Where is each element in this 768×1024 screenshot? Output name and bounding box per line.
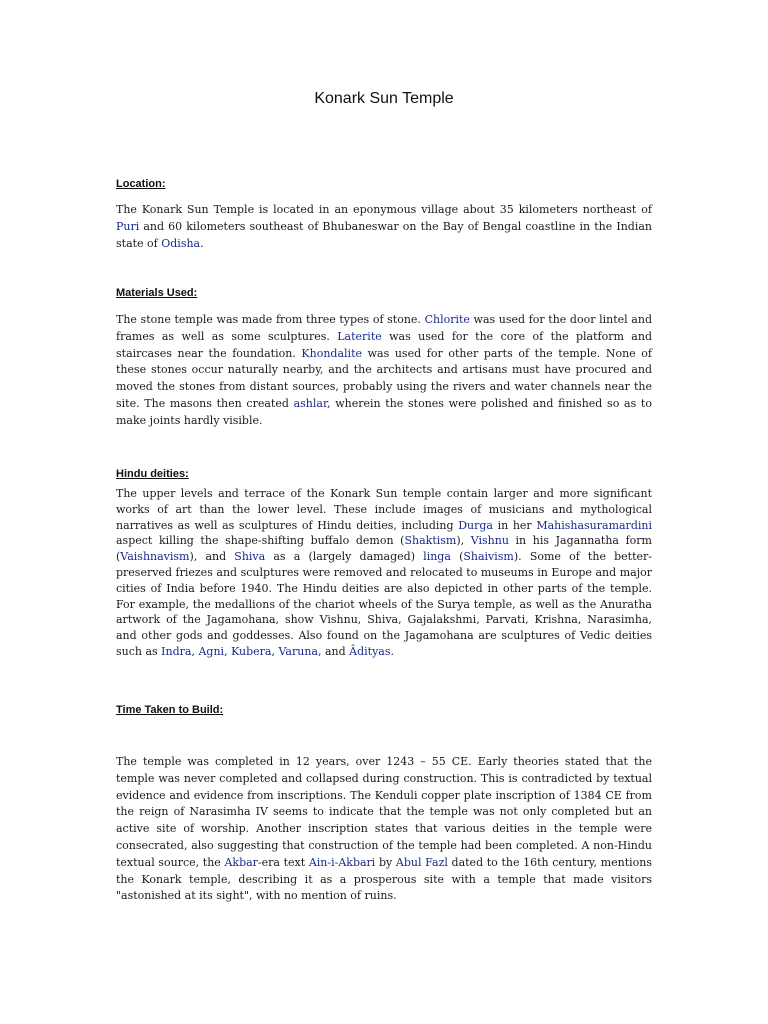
paragraph-text: , [271,644,279,658]
link-akbar[interactable]: Akbar [224,855,258,869]
link-kubera[interactable]: Kubera [231,644,272,658]
document-title: Konark Sun Temple [314,90,454,107]
paragraph-text: The Konark Sun Temple is located in an eponymous village about 35 kilometers northeast of [116,203,652,216]
link-ain-i-akbari[interactable]: Ain-i-Akbari [308,855,376,869]
link-ashlar[interactable]: ashlar [293,396,328,410]
paragraph-text: , [191,644,199,658]
paragraph-text: as a (largely damaged) [265,550,424,564]
paragraph-text: was used for the core of the platform and staircases near the foundation. [116,329,652,360]
paragraph-text: , [224,644,232,658]
section-heading-time: Time Taken to Build: [116,704,224,716]
link-khondalite[interactable]: Khondalite [301,346,362,360]
paragraph-text: dated to the 16th century, mentions the Konark temple, describing it as a prosperous site with a temple that made visitors "astonished at its sight", with no mention of ruins. [116,855,653,903]
link-mahishasuramardini[interactable]: Mahishasuramardini [536,518,652,532]
paragraph-text: ), and [189,550,235,564]
paragraph-text: . [390,644,395,658]
section-paragraph-deities [116,486,652,660]
link-shiva[interactable]: Shiva [234,550,266,564]
section-paragraph-time [116,754,652,905]
link-shaktism[interactable]: Shaktism [404,534,457,548]
paragraph-text: . [200,236,204,250]
paragraph-text: The upper levels and terrace of the Konark Sun temple contain larger and more significant works of art than the lower level. These include images of musicians and mythological narratives as well as sculptures of Hindu deities, including [116,487,652,532]
paragraph-text: aspect killing the shape-shifting buffalo demon ( [116,534,405,548]
link-chlorite[interactable]: Chlorite [424,313,470,326]
paragraph-text: in her [492,518,537,532]
link--dityas[interactable]: Âdityas [349,644,391,658]
link-vaishnavism[interactable]: Vaishnavism [120,550,190,564]
section-paragraph-location [116,202,652,252]
link-puri[interactable]: Puri [116,219,140,233]
link-linga[interactable]: linga [423,550,451,564]
paragraph-text: ). Some of the better-preserved friezes and sculptures were removed and relocated to museums in Europe and major cities of India before 1940. The Hindu deities are also depicted in other parts of the temple. For example, the medallions of the chariot wheels of the Surya temple, as well as the Anuratha artwork of the Jagamohana, show Vishnu, Shiva, Gajalakshmi, Parvati, Krishna, Narasimha, and other gods and goddesses. Also found on the Jagamohana are sculptures of Vedic deities such as [116,550,652,658]
link-laterite[interactable]: Laterite [337,329,382,343]
section-paragraph-materials [116,312,652,430]
link-durga[interactable]: Durga [458,518,493,532]
paragraph-text: The temple was completed in 12 years, over 1243 – 55 CE. Early theories stated that the temple was never completed and collapsed during construction. This is contradicted by textual evidence and evidence from inscriptions. The Kenduli copper plate inscription of 1384 CE from the reign of Narasimha IV seems to indicate that the temple was not only completed but an active site of worship. Another inscription states that various deities in the temple were consecrated, also suggesting that construction of the temple had been completed. A non-Hindu textual source, the [116,755,652,869]
section-heading-deities: Hindu deities: [116,468,189,480]
link-shaivism[interactable]: Shaivism [463,550,514,564]
link-odisha[interactable]: Odisha [161,236,201,250]
link-indra[interactable]: Indra [161,644,192,658]
paragraph-text: The stone temple was made from three types of stone. [116,313,425,326]
link-agni[interactable]: Agni [198,644,225,658]
paragraph-text: ), [456,534,471,548]
link-varuna[interactable]: Varuna [278,644,318,658]
paragraph-text: by [375,855,396,869]
section-heading-materials: Materials Used: [116,287,198,299]
paragraph-text: -era text [257,855,309,869]
paragraph-text: in his Jagannatha form ( [116,534,652,564]
paragraph-text: was used for other parts of the temple. None of these stones occur naturally nearby, and the architects and artisans must have procured and moved the stones from distant sources, probably using the rivers and water channels near the site. The masons then created [116,346,653,410]
link-abul-fazl[interactable]: Abul Fazl [395,855,448,869]
section-heading-location: Location: [116,178,166,190]
paragraph-text: , wherein the stones were polished and finished so as to make joints hardly visible. [116,396,652,427]
paragraph-text: and 60 kilometers southeast of Bhubaneswar on the Bay of Bengal coastline in the Indian state of [116,219,652,250]
paragraph-text: ( [450,550,464,564]
link-vishnu[interactable]: Vishnu [470,534,509,548]
paragraph-text: was used for the door lintel and frames as well as some sculptures. [116,313,652,343]
paragraph-text: , and [317,644,350,658]
